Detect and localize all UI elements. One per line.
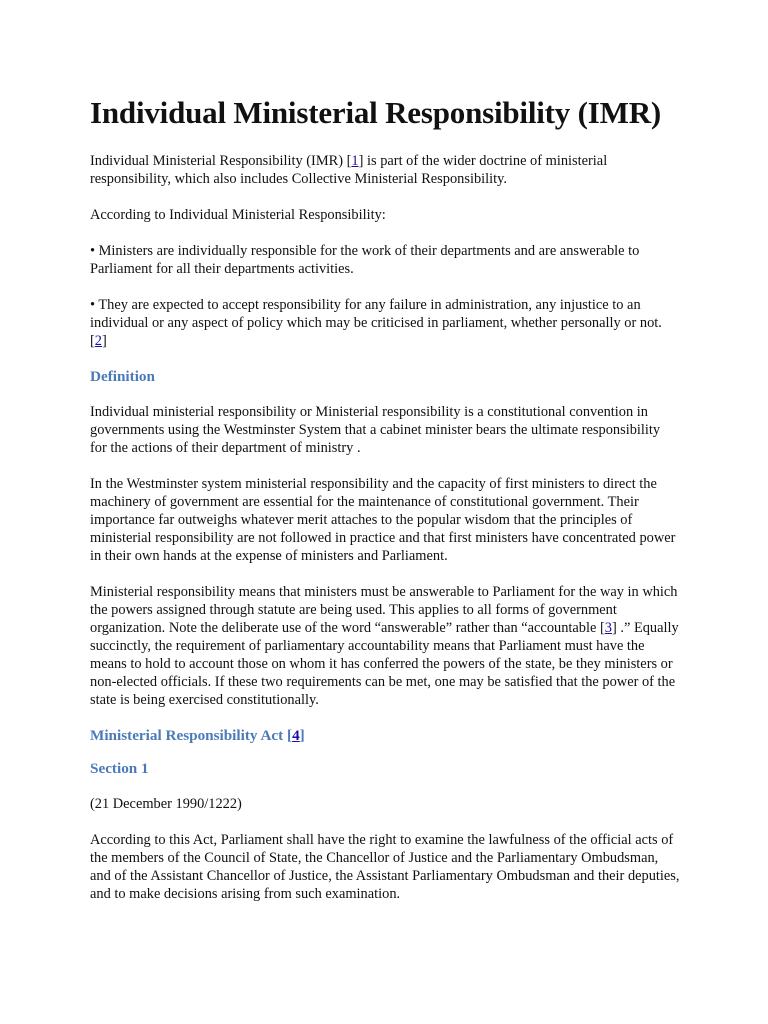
act-heading-text: Ministerial Responsibility Act [	[90, 727, 293, 744]
document-page	[90, 94, 680, 921]
footnote-link-2[interactable]: 2	[94, 333, 102, 349]
section-heading: Section 1	[90, 760, 149, 777]
according-paragraph: According to Individual Ministerial Responsibility:	[90, 207, 386, 223]
intro-text-continued: ] is part of the wider doctrine of ministerial responsibility, which also includes Collective Ministerial Responsibility.	[90, 153, 608, 187]
bullet-paragraph-2	[90, 296, 680, 350]
intro-paragraph	[90, 152, 680, 188]
bullet2-text-end: ]	[102, 333, 107, 349]
definition-p3-text-continued: ] .” Equally succinctly, the requirement of parliamentary accountability means that Parliament must have the means to hold to account those on whom it has conferred the powers of the state, be they ministers or non-elected officials. If these two requirements can be met, one may be satisfied that the power of the state is being exercised constitutionally.	[90, 620, 679, 708]
footnote-link-3[interactable]: 3	[604, 620, 612, 636]
definition-heading: Definition	[90, 368, 155, 385]
section-date: (21 December 1990/1222)	[90, 796, 242, 812]
definition-paragraph-3	[90, 583, 680, 709]
section-paragraph: According to this Act, Parliament shall have the right to examine the lawfulness of the official acts of the members of the Council of State, the Chancellor of Justice and the Parliamentary Ombudsman, and of the Assistant Chancellor of Justice, the Assistant Parliamentary Ombudsman and their deputies, and to make decisions arising from such examination.	[90, 832, 680, 902]
bullet2-text: • They are expected to accept responsibility for any failure in administration, any injustice to an individual or any aspect of policy which may be criticised in parliament, whether personally or not. [	[90, 297, 662, 349]
definition-paragraph-1: Individual ministerial responsibility or Ministerial responsibility is a constitutional convention in governments using the Westminster System that a cabinet minister bears the ultimate responsibility for the actions of their department of ministry .	[90, 404, 661, 456]
bullet-paragraph-1: • Ministers are individually responsible for the work of their departments and are answerable to Parliament for all their departments activities.	[90, 243, 640, 277]
footnote-link-1[interactable]: 1	[351, 153, 359, 169]
act-heading	[90, 727, 680, 745]
definition-p3-text: Ministerial responsibility means that ministers must be answerable to Parliament for the way in which the powers assigned through statute are being used. This applies to all forms of government organization. Note the deliberate use of the word “answerable” rather than “accountable [	[90, 584, 678, 636]
page-title: Individual Ministerial Responsibility (IMR)	[90, 95, 662, 130]
footnote-link-4[interactable]: 4	[292, 727, 300, 744]
act-heading-text-end: ]	[299, 727, 305, 744]
intro-text: Individual Ministerial Responsibility (IMR) [	[90, 153, 352, 169]
definition-paragraph-2: In the Westminster system ministerial responsibility and the capacity of first ministers to direct the machinery of government are essential for the maintenance of constitutional government. Their importance far outweighs whatever merit attaches to the popular wisdom that the principles of ministerial responsibility are not followed in practice and that first ministers have concentrated power in their own hands at the expense of ministers and Parliament.	[90, 476, 676, 564]
